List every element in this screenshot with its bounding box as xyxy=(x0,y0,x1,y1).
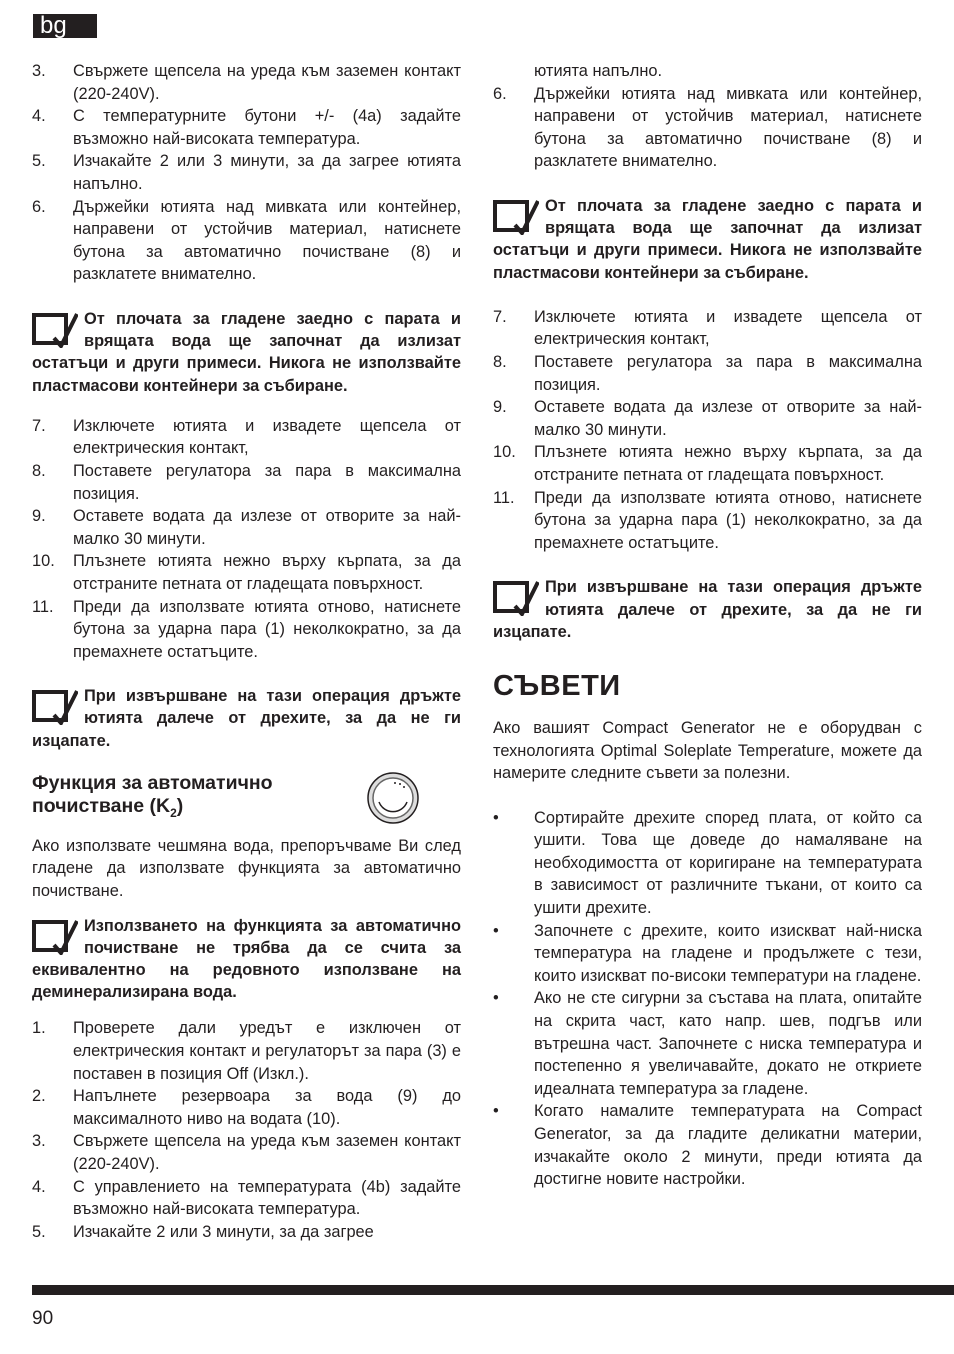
footer-divider xyxy=(32,1285,954,1295)
checkbox-note-icon xyxy=(493,197,539,235)
section-subheading: Функция за автоматично почистване $(K_2)$ xyxy=(32,771,273,820)
list-item: • Започнете с дрехите, които изискват най-ниска температура на гладене и продължете с тези, които изискват по-високи температури на гладене. xyxy=(493,921,922,985)
note-box: Използването на функцията за автоматично почистване не трябва да се счита за еквивалентно на редовното използване на деминерализирана вода. xyxy=(32,916,461,1002)
list-item: 7. Изключете ютията и извадете щепсела от електрическия контакт, xyxy=(493,307,922,349)
list-item: • Ако не сте сигурни за състава на плата, опитайте на скрита част, като напр. шев, подгъв или вътрешна част. Започнете с ниска температура и постепенно я увеличавайте, докато не откриете идеалната температура за гладене. xyxy=(493,989,922,1098)
steps-list-2 xyxy=(32,415,461,664)
list-item: 11. Преди да използвате ютията отново, натиснете бутона за ударна пара (1) неколкократно, за да премахнете остатъците. xyxy=(32,597,461,661)
list-item: 9. Оставете водата да излезе от отворите за най-малко 30 минути. xyxy=(493,398,922,439)
list-item: 8. Поставете регулатора за пара в максимална позиция. xyxy=(32,461,461,503)
note-box: От плочата за гладене заедно с парата и врящата вода ще започнат да излизат остатъци и други примеси. Никога не използвайте пластмасови контейнери за събиране. xyxy=(32,309,461,395)
paragraph: Ако използвате чешмяна вода, препоръчваме Ви след гладене да използвате функцията за автоматично почистване. xyxy=(32,836,461,900)
checkbox-note-icon xyxy=(32,310,78,348)
list-item: 4. С управлението на температурата (4b) задайте възможно най-високата температура. xyxy=(32,1177,461,1219)
page-number: 90 xyxy=(32,1308,54,1329)
list-item: 3. Свържете щепсела на уреда към заземен контакт (220-240V). xyxy=(32,62,461,103)
list-item: 5. Изчакайте 2 или 3 минути, за да загрее ютията напълно. xyxy=(32,152,461,193)
list-item: • Когато намалите температурата на Compact Generator, за да гладите деликатни материи, изчакайте около 2 минути, преди ютията да достигне новите настройки. xyxy=(493,1102,922,1189)
list-item: 9. Оставете водата да излезе от отворите за най-малко 30 минути. xyxy=(32,507,461,548)
list-item: 1. Проверете дали уредът е изключен от електрическия контакт и регулаторът за пара (3) е поставен в позиция Off (Изкл.). xyxy=(32,1019,461,1083)
list-item: 3. Свържете щепсела на уреда към заземен контакт (220-240V). xyxy=(32,1132,461,1173)
checkbox-note-icon xyxy=(32,687,78,725)
continued-text: ютията напълно. xyxy=(534,62,663,80)
auto-clean-header xyxy=(32,772,461,825)
list-item: 6. Държейки ютията над мивката или контейнер, направени от устойчив материал, натиснете бутона за автоматично почистване (8) и разклатете внимателно. xyxy=(493,84,922,171)
steps-list-1 xyxy=(493,83,922,173)
language-badge: bg xyxy=(33,14,97,38)
list-item: 10. Плъзнете ютията нежно върху кърпата, за да отстраните петната от гладещата повърхност. xyxy=(493,443,922,484)
tips-list xyxy=(493,807,922,1191)
list-item: 8. Поставете регулатора за пара в максимална позиция. xyxy=(493,352,922,394)
list-item: 4. С температурните бутони +/- (4a) задайте възможно най-високата температура. xyxy=(32,107,461,148)
knob-dial-icon xyxy=(367,772,419,824)
checkbox-note-icon xyxy=(493,578,539,616)
right-column xyxy=(493,60,922,1191)
checkbox-note-icon xyxy=(32,917,78,955)
list-item: 11. Преди да използвате ютията отново, натиснете бутона за ударна пара (1) неколкократно, за да премахнете остатъците. xyxy=(493,488,922,552)
tips-intro: Ако вашият Compact Generator не е оборудван с технологията Optimal Soleplate Temperature, можете да намерите следните съвети за полезни. xyxy=(493,718,922,783)
list-item: 5. Изчакайте 2 или 3 минути, за да загрее xyxy=(32,1222,374,1241)
list-item: • Сортирайте дрехите според плата, от който са ушити. Това ще доведе до намаляване на необходимостта от коригиране на температурата в зависимост от различните тъкани, от които са ушити дрехите. xyxy=(493,808,922,918)
steps-list-1 xyxy=(32,60,461,286)
note-box: При извършване на тази операция дръжте ютията далече от дрехите, за да не ги изцапате. xyxy=(493,578,922,641)
list-item: 2. Напълнете резервоара за вода (9) до максималното ниво на водата (10). xyxy=(32,1087,461,1128)
steps-list-2 xyxy=(493,306,922,555)
steps-list-3 xyxy=(32,1017,461,1243)
note-box: При извършване на тази операция дръжте ютията далече от дрехите, за да не ги изцапате. xyxy=(32,687,461,750)
note-box: От плочата за гладене заедно с парата и врящата вода ще започнат да излизат остатъци и други примеси. Никога не използвайте пластмасови контейнери за събиране. xyxy=(493,196,922,282)
list-item: 6. Държейки ютията над мивката или контейнер, направени от устойчив материал, натиснете бутона за автоматично почистване (8) и разклатете внимателно. xyxy=(32,197,461,284)
list-item: 10. Плъзнете ютията нежно върху кърпата, за да отстраните петната от гладещата повърхност. xyxy=(32,552,461,593)
left-column xyxy=(32,60,461,1243)
tips-heading: СЪВЕТИ xyxy=(493,669,621,702)
list-item: 7. Изключете ютията и извадете щепсела от електрическия контакт, xyxy=(32,416,461,458)
